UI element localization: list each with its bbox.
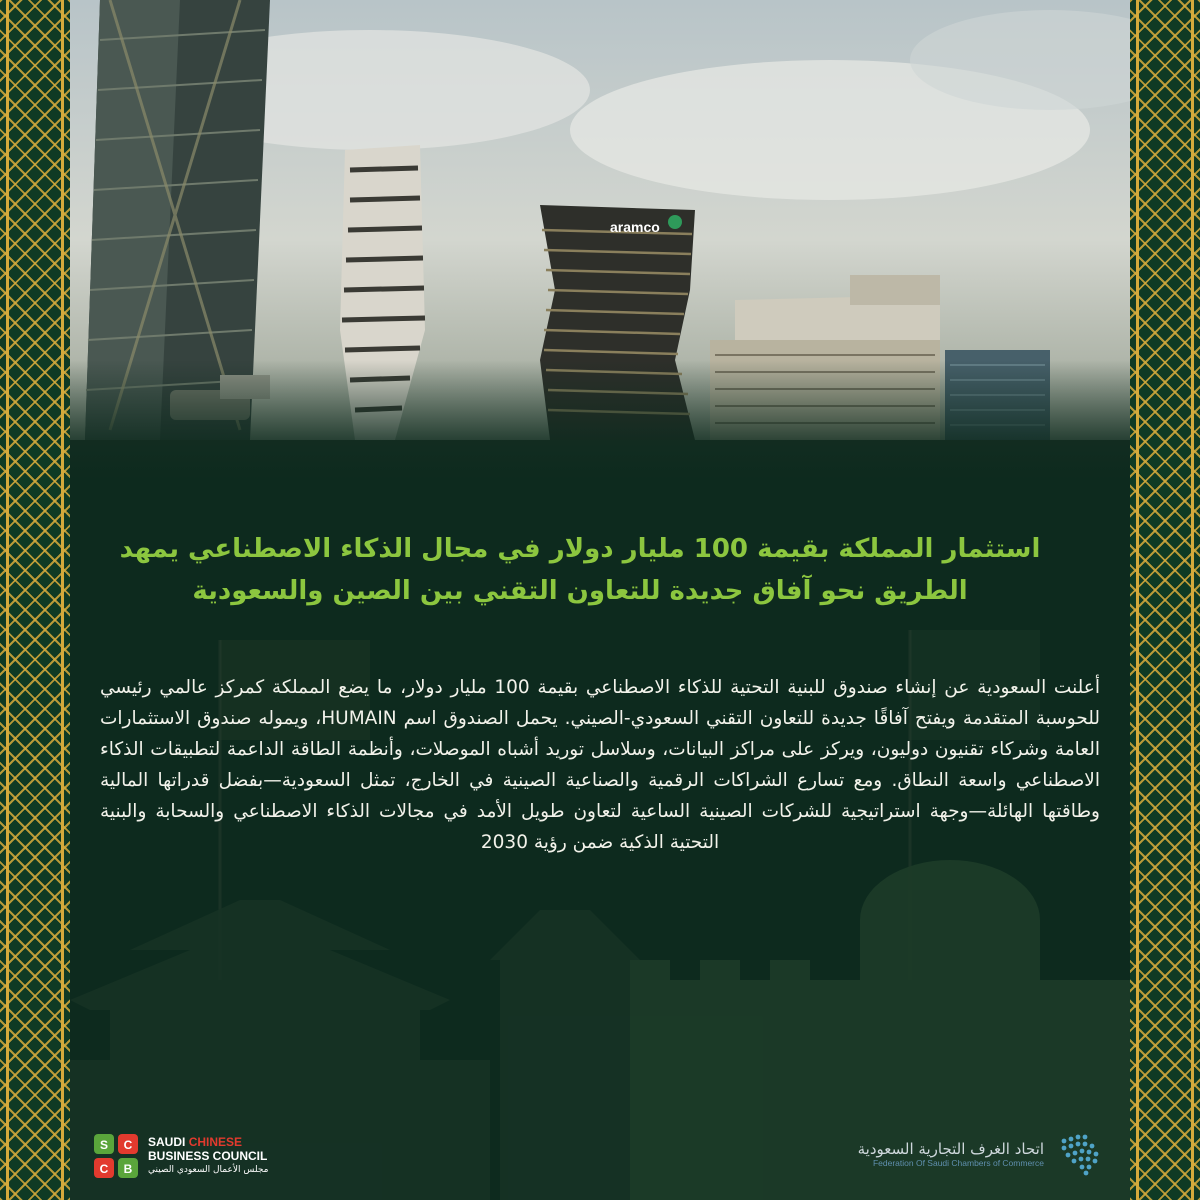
saudi-chinese-business-council-logo — [92, 1132, 352, 1180]
left-ornamental-border — [0, 0, 70, 1200]
sccbc-letter-2: C — [123, 1138, 133, 1152]
aramco-sign: aramco — [610, 219, 660, 235]
sccbc-letter-3: C — [99, 1162, 109, 1176]
headline-line-2: الطريق نحو آفاق جديدة للتعاون التقني بين الصين والسعودية — [192, 576, 968, 606]
federation-arabic-name: اتحاد الغرف التجارية السعودية — [857, 1140, 1044, 1158]
headline-line-1: استثمار المملكة بقيمة 100 مليار دولار في مجال الذكاء الاصطناعي يمهد — [119, 534, 1041, 564]
sccbc-logo-text — [148, 1135, 268, 1177]
sccbc-line-2: BUSINESS COUNCIL — [148, 1149, 268, 1163]
hero-skyline-photo — [70, 0, 1130, 480]
hero-fade-overlay — [70, 360, 1130, 480]
sccbc-chinese: CHINESE — [188, 1135, 243, 1149]
sccbc-letter-4: B — [123, 1162, 133, 1176]
federation-saudi-chambers-logo — [808, 1124, 1108, 1184]
sccbc-letter-1: S — [99, 1138, 109, 1152]
sccbc-line-3: مجلس الأعمال السعودي الصيني — [148, 1165, 269, 1175]
sccbc-line-1 — [148, 1135, 268, 1149]
sccbc-logo-mark — [92, 1132, 140, 1180]
federation-map-icon — [1054, 1127, 1108, 1181]
right-ornamental-border — [1130, 0, 1200, 1200]
federation-english-name: Federation Of Saudi Chambers of Commerce — [872, 1158, 1044, 1168]
federation-logo-text — [858, 1140, 1044, 1168]
sccbc-saudi: SAUDI — [148, 1135, 186, 1149]
headline — [110, 528, 1050, 612]
article-body: أعلنت السعودية عن إنشاء صندوق للبنية التحتية للذكاء الاصطناعي بقيمة 100 مليار دولار، ما يضع المملكة كمركز عالمي رئيسي للحوسبة المتقدمة ويفتح آفاقًا جديدة للتعاون التقني السعودي-الصيني. يحمل الصندوق اسم HUMAIN، ويموله صندوق الاستثمارات العامة وشركاء تقنيون دوليون، ويركز على مراكز البيانات، وسلاسل توريد أشباه الموصلات، وأنظمة الطاقة الداعمة لتطبيقات الذكاء الاصطناعي واسعة النطاق. ومع تسارع الشراكات الرقمية والصناعية الصينية في الخارج، تمثل السعودية—بفضل قدراتها المالية وطاقتها الهائلة—وجهة استراتيجية للشركات الصينية الساعية لتعاون طويل الأمد في مجالات الذكاء الاصطناعي والسحابة والبنية التحتية الذكية ضمن رؤية 2030 — [100, 677, 1100, 853]
